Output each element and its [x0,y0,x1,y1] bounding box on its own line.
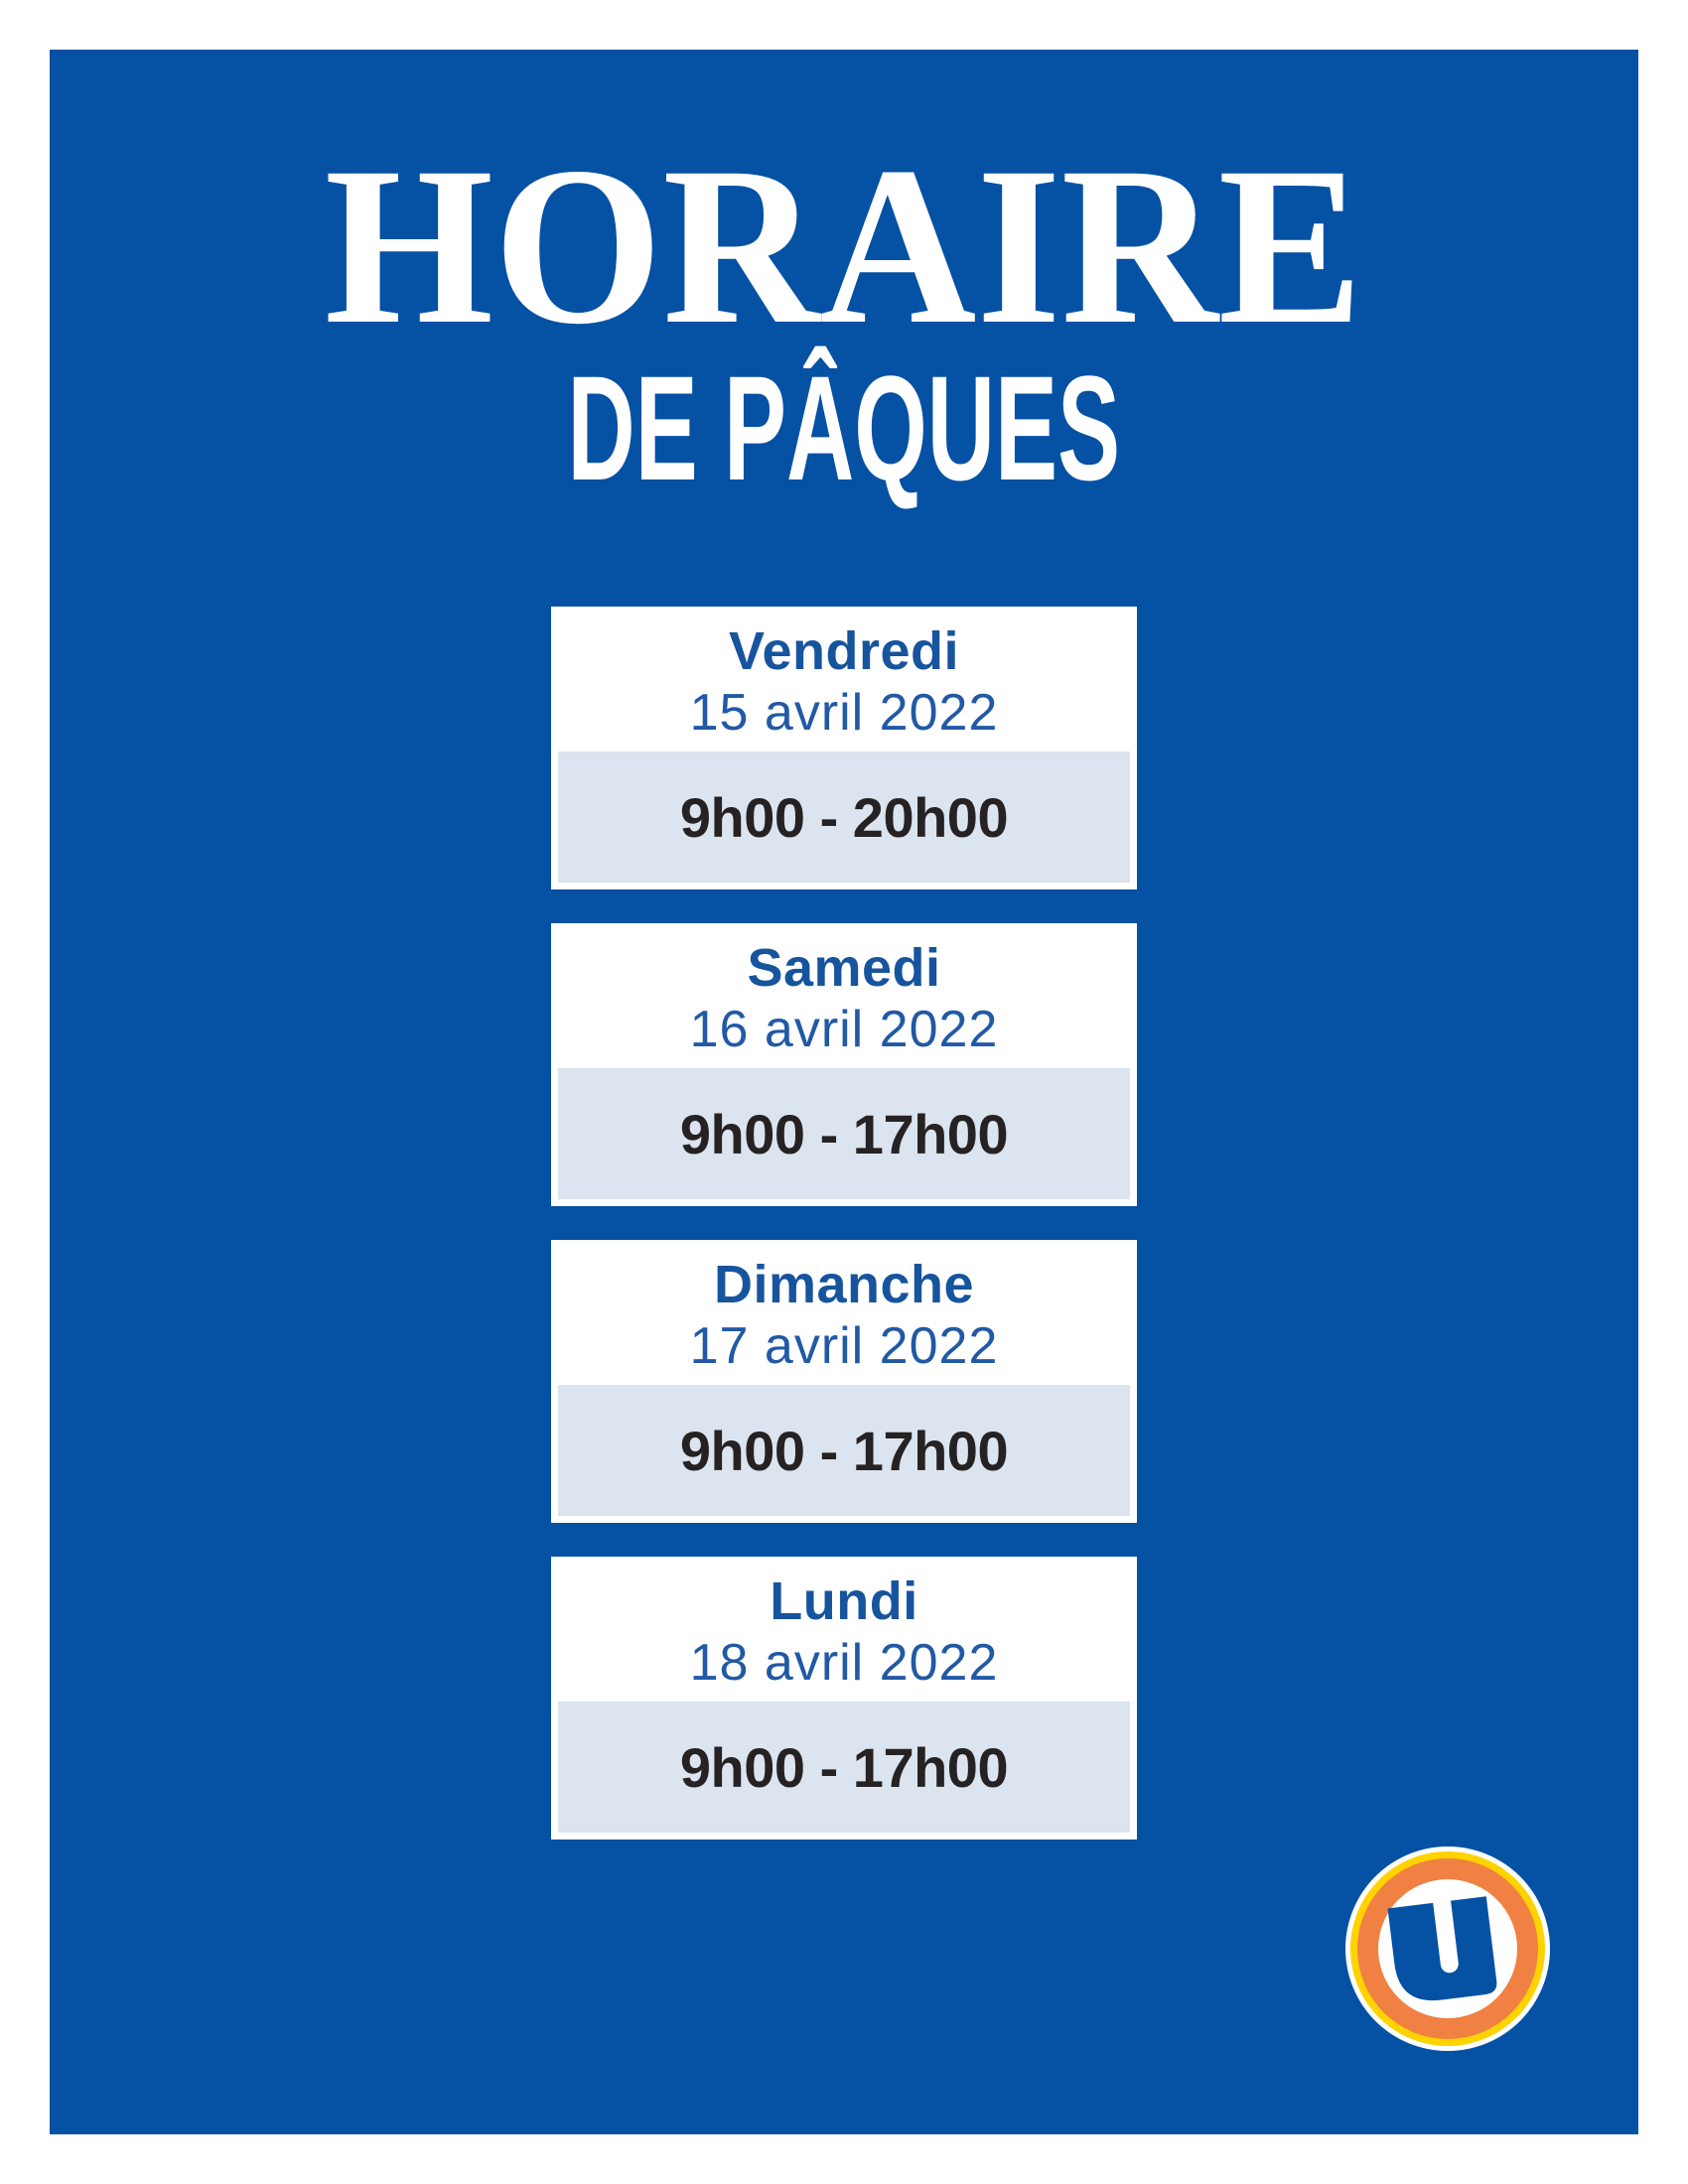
day-name: Samedi [747,938,941,998]
hours-panel [558,1068,1130,1199]
hours-panel [558,751,1130,883]
poster-title-text: HORAIRE [325,121,1363,371]
hours-text: 9h00 - 17h00 [679,1419,1009,1482]
day-date: 18 avril 2022 [689,1634,999,1692]
day-date: 17 avril 2022 [689,1317,999,1375]
hours-text: 9h00 - 17h00 [679,1102,1009,1165]
poster-title [50,121,1638,371]
poster-subtitle [50,344,1638,511]
hours-panel [558,1385,1130,1516]
poster-blue-panel [50,50,1638,2134]
hours-text: 9h00 - 20h00 [679,785,1009,849]
schedule-card-samedi [551,923,1137,1206]
card-header [558,614,1130,751]
hours-text: 9h00 - 17h00 [679,1735,1009,1799]
schedule-card-dimanche [551,1240,1137,1523]
day-date: 16 avril 2022 [689,1001,999,1058]
day-name: Lundi [770,1571,918,1631]
hours-panel [558,1702,1130,1833]
schedule-card-lundi [551,1557,1137,1840]
day-name: Vendredi [728,621,960,681]
card-header [558,930,1130,1068]
card-header [558,1247,1130,1385]
uniprix-u-logo [1343,1844,1552,2053]
day-name: Dimanche [713,1255,975,1314]
card-header [558,1564,1130,1702]
schedule-card-vendredi [551,607,1137,889]
poster-subtitle-text: DE PÂQUES [567,344,1121,511]
day-date: 15 avril 2022 [689,684,999,742]
